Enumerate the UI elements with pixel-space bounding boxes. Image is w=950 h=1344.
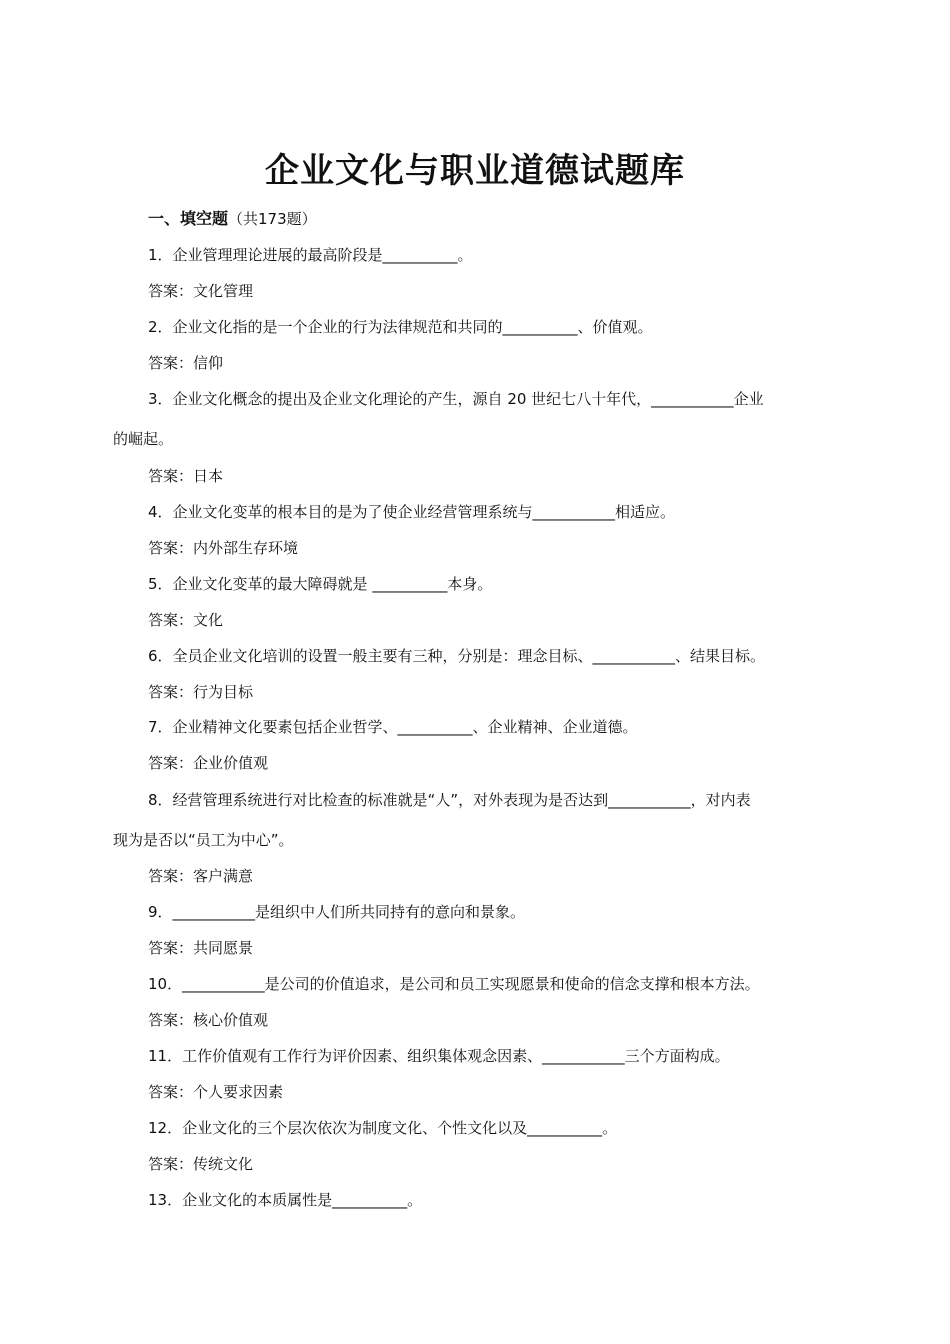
question-8: 8．经营管理系统进行对比检查的标准就是“人”，对外表现为是否达到___________，对内表 bbox=[148, 791, 751, 809]
section-count: （共173题） bbox=[228, 210, 317, 228]
question-1: 1．企业管理理论进展的最高阶段是__________。 bbox=[148, 246, 473, 264]
answer-3: 答案：日本 bbox=[148, 467, 224, 485]
question-9: 9．___________是组织中人们所共同持有的意向和景象。 bbox=[148, 903, 526, 921]
question-3: 3．企业文化概念的提出及企业文化理论的产生，源自 20 世纪七八十年代，___________企业 bbox=[148, 390, 764, 408]
question-7: 7．企业精神文化要素包括企业哲学、__________、企业精神、企业道德。 bbox=[148, 718, 638, 736]
question-11: 11．工作价值观有工作行为评价因素、组织集体观念因素、___________三个方面构成。 bbox=[148, 1047, 730, 1065]
answer-5: 答案：文化 bbox=[148, 611, 224, 629]
question-3-continued: 的崛起。 bbox=[113, 430, 174, 448]
answer-11: 答案：个人要求因素 bbox=[148, 1083, 284, 1101]
answer-9: 答案：共同愿景 bbox=[148, 939, 254, 957]
answer-8: 答案：客户满意 bbox=[148, 867, 254, 885]
answer-10: 答案：核心价值观 bbox=[148, 1011, 269, 1029]
answer-4: 答案：内外部生存环境 bbox=[148, 539, 299, 557]
question-6: 6．全员企业文化培训的设置一般主要有三种，分别是：理念目标、___________、结果目标。 bbox=[148, 647, 766, 665]
page-title: 企业文化与职业道德试题库 bbox=[265, 151, 685, 191]
answer-6: 答案：行为目标 bbox=[148, 683, 254, 701]
answer-1: 答案：文化管理 bbox=[148, 282, 254, 300]
answer-7: 答案：企业价值观 bbox=[148, 754, 269, 772]
question-2: 2．企业文化指的是一个企业的行为法律规范和共同的__________、价值观。 bbox=[148, 318, 653, 336]
section-heading bbox=[148, 206, 317, 229]
question-12: 12．企业文化的三个层次依次为制度文化、个性文化以及__________。 bbox=[148, 1119, 618, 1137]
answer-12: 答案：传统文化 bbox=[148, 1155, 254, 1173]
question-4: 4．企业文化变革的根本目的是为了使企业经营管理系统与___________相适应。 bbox=[148, 503, 676, 521]
answer-2: 答案：信仰 bbox=[148, 354, 224, 372]
question-10: 10．___________是公司的价值追求，是公司和员工实现愿景和使命的信念支撑和根本方法。 bbox=[148, 975, 760, 993]
section-heading-text: 一、填空题 bbox=[148, 209, 229, 228]
question-8-continued: 现为是否以“员工为中心”。 bbox=[113, 831, 294, 849]
question-13: 13．企业文化的本质属性是__________。 bbox=[148, 1191, 423, 1209]
question-5: 5．企业文化变革的最大障碍就是 __________本身。 bbox=[148, 575, 493, 593]
